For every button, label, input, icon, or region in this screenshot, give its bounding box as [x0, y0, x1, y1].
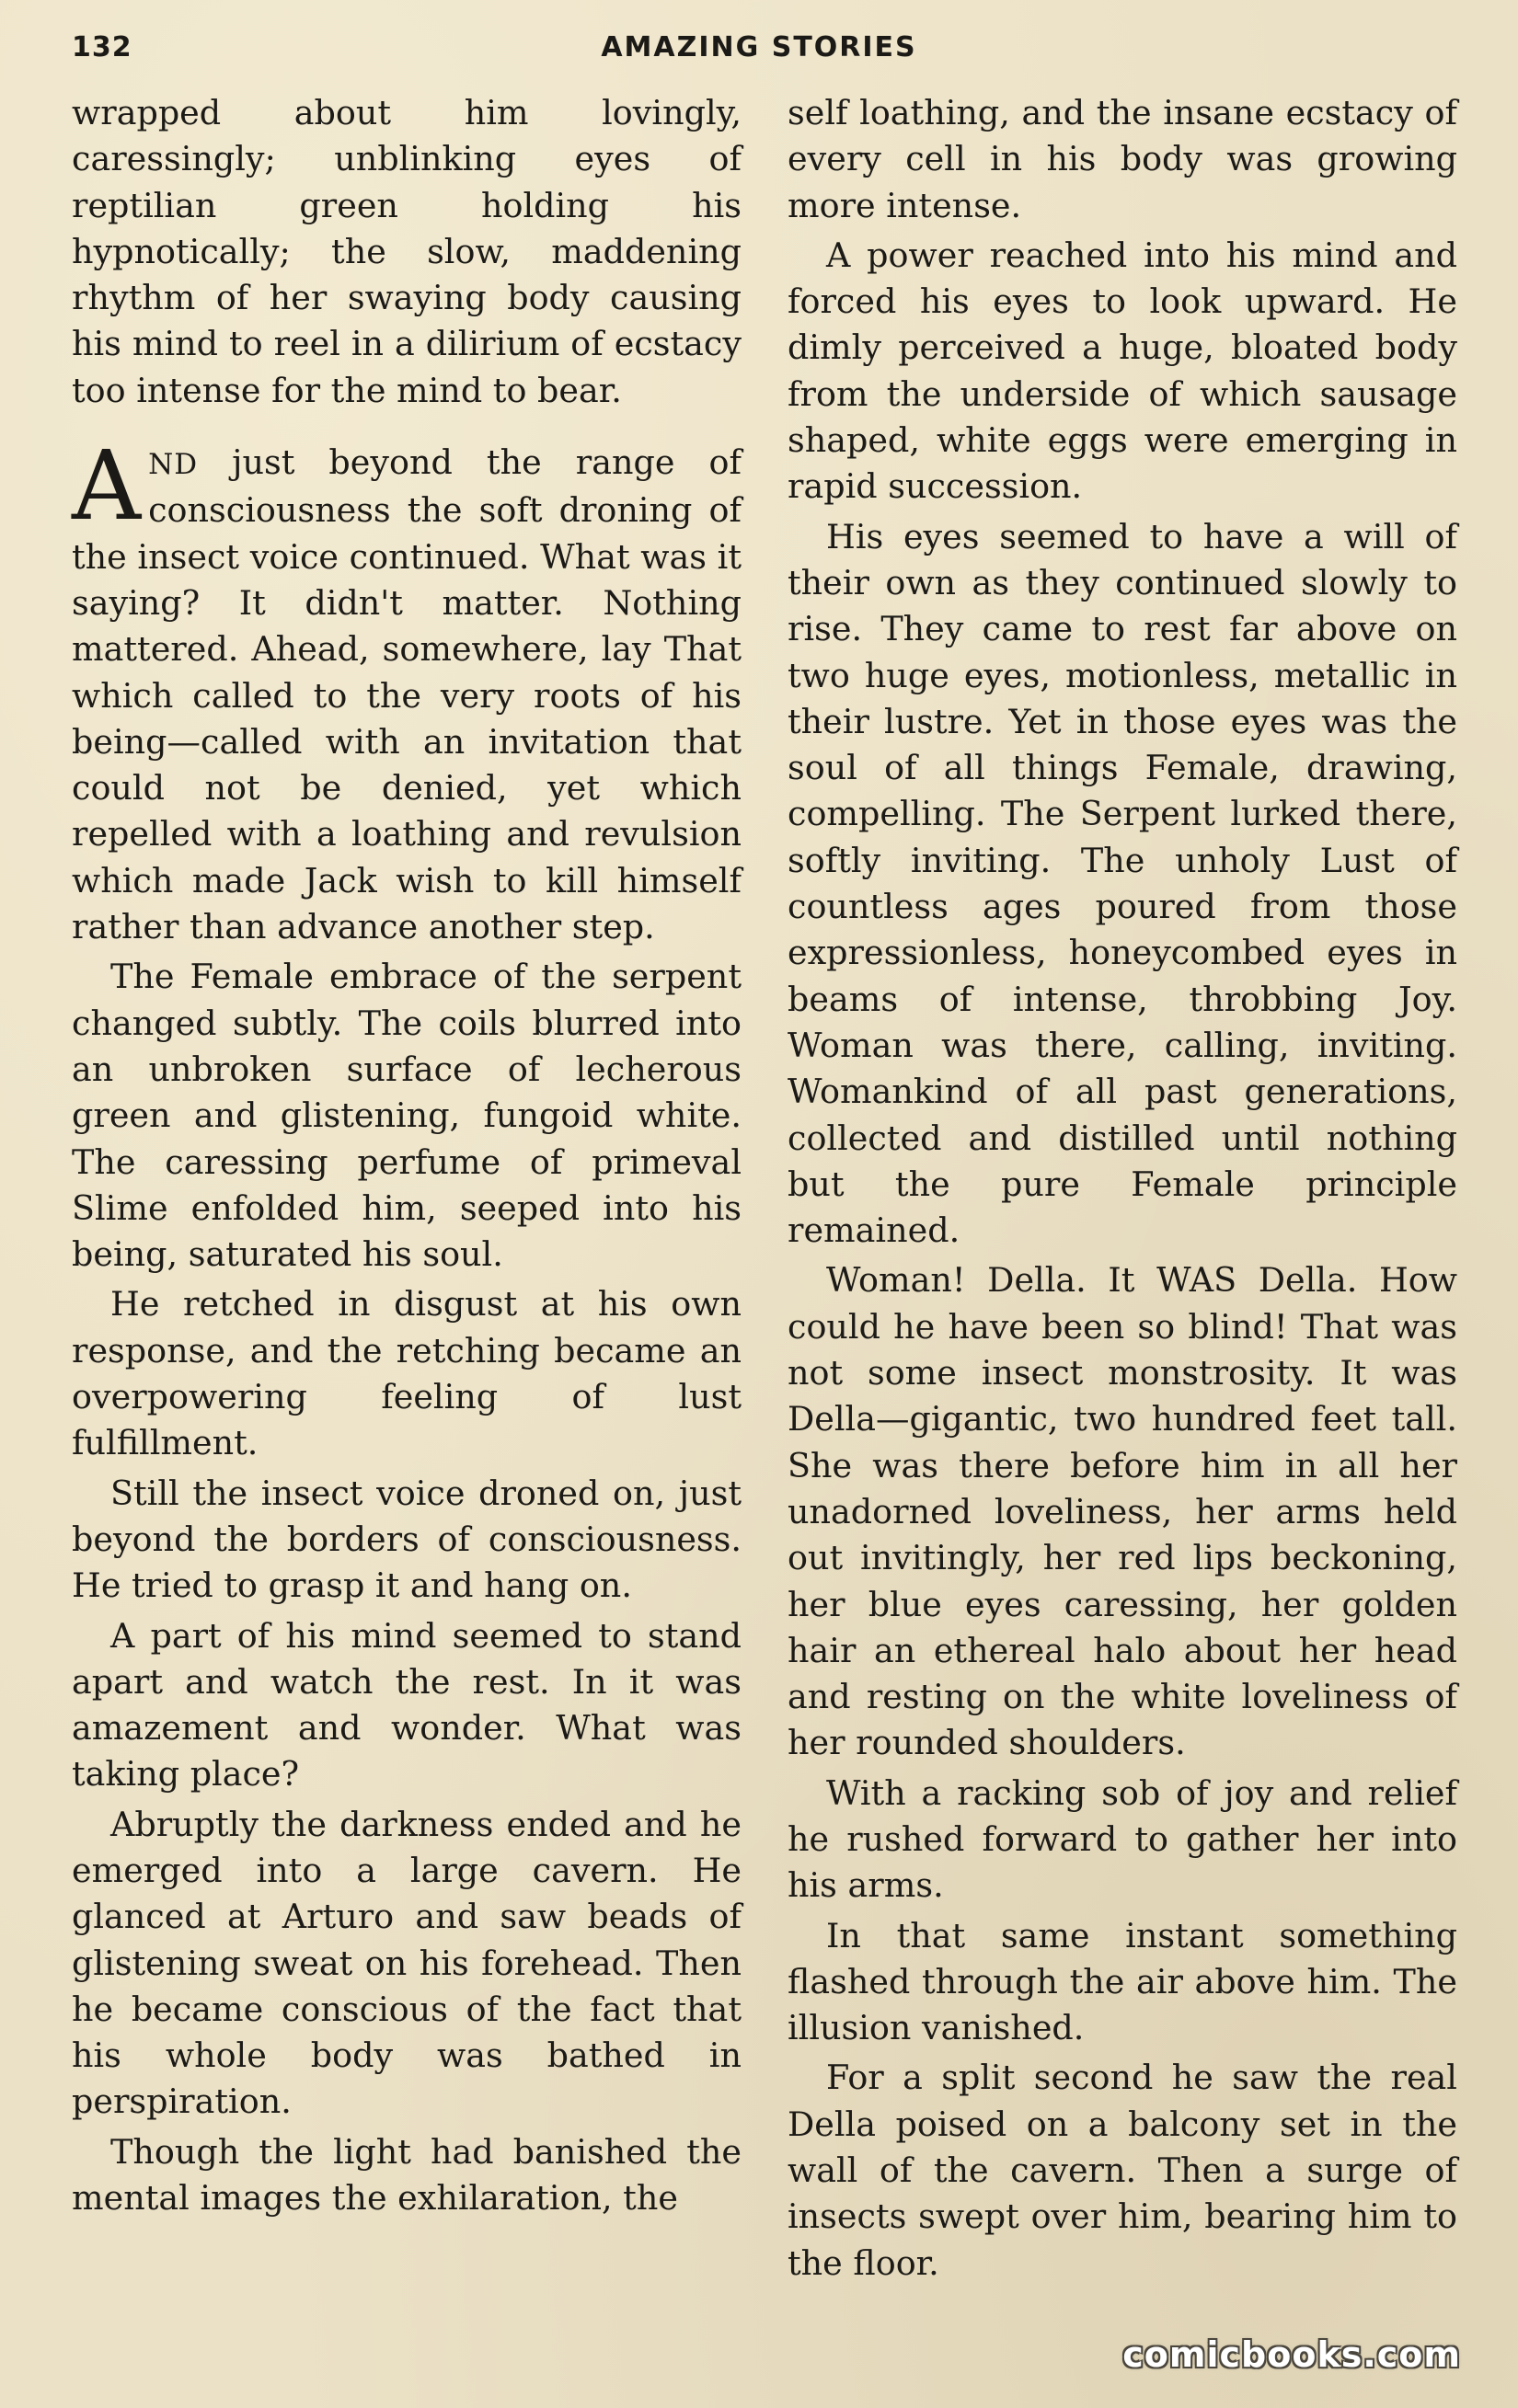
paragraph: Still the insect voice droned on, just beyond the borders of consciousness. He tried to grasp it and hang on. — [72, 1473, 742, 1606]
page-header — [72, 31, 1446, 77]
paragraph: With a racking sob of joy and relief he rushed forward to gather her into his arms. — [788, 1772, 1457, 1906]
paragraph: self loathing, and the insane ecstacy of every cell in his body was growing more intense. — [788, 93, 1457, 225]
paragraph: Abruptly the darkness ended and he emerged into a large cavern. He glanced at Arturo and saw beads of glistening sweat on his forehead. Then he became conscious of the fact that his whole body was bathed in perspiration. — [72, 1804, 742, 2122]
drop-cap: A — [72, 430, 142, 543]
paragraph: In that same instant something flashed through the air above him. The illusion vanished. — [788, 1915, 1457, 2048]
paragraph: His eyes seemed to have a will of their own as they continued slowly to rise. They came to rest far above on two huge eyes, motionless, metallic in their lustre. Yet in those eyes was the soul of all things Female, drawing, compelling. The Serpent lurked there, softly inviting. The unholy Lust of countless ages poured from those expressionless, honeycombed eyes in beams of intense, throbbing Joy. Woman was there, calling, inviting. Womankind of all past generations, collected and distilled until nothing but the pure Female principle remained. — [788, 516, 1457, 1251]
paragraph: Woman! Della. It WAS Della. How could he have been so blind! That was not some insect monstrosity. It was Della—gigantic, two hundred feet tall. She was there before him in all her unadorned loveliness, her arms held out invitingly, her red lips beckoning, her blue eyes caressing, her golden hair an ethereal halo about her head and resting on the white loveliness of her rounded shoulders. — [788, 1260, 1457, 1763]
paragraph: For a split second he saw the real Della poised on a balcony set in the wall of the cavern. Then a surge of insects swept over him, bearing him to the floor. — [788, 2058, 1457, 2283]
magazine-title: AMAZING STORIES — [601, 31, 917, 63]
paragraph: A power reached into his mind and forced his eyes to look upward. He dimly perceived a huge, bloated body from the underside of which sausage shaped, white eggs were emerging in rapid succession. — [788, 235, 1457, 507]
site-watermark: comicbooks.com — [1122, 2334, 1461, 2375]
paragraph: Though the light had banished the mental images the exhilaration, the — [72, 2131, 742, 2219]
left-column — [72, 90, 742, 2225]
page-number: 132 — [72, 31, 132, 63]
paragraph: He retched in disgust at his own response, and the retching became an overpowering feeling of lust fulfillment. — [72, 1284, 742, 1463]
paragraph-drop-cap — [72, 430, 742, 950]
lead-in: ND — [148, 448, 199, 482]
paragraph: wrapped about him lovingly, caressingly; unblinking eyes of reptilian green holding his hypnotically; the slow, maddening rhythm of her swaying body causing his mind to reel in a dilirium of ecstacy too intense for the mind to bear. — [72, 93, 742, 410]
paragraph-text: just beyond the range of consciousness the soft droning of the insect voice continued. What was it saying? It didn't matter. Nothing mattered. Ahead, somewhere, lay That which called to the very roots of his being—called with an invitation that could not be denied, yet which repelled with a loathing and revulsion which made Jack wish to kill himself rather than advance another step. — [72, 442, 742, 947]
paragraph: A part of his mind seemed to stand apart and watch the rest. In it was amazement and wonder. What was taking place? — [72, 1615, 742, 1795]
paragraph: The Female embrace of the serpent changed subtly. The coils blurred into an unbroken surface of lecherous green and glistening, fungoid white. The caressing perfume of primeval Slime enfolded him, seeped into his being, saturated his soul. — [72, 957, 742, 1275]
right-column — [788, 90, 1457, 2290]
